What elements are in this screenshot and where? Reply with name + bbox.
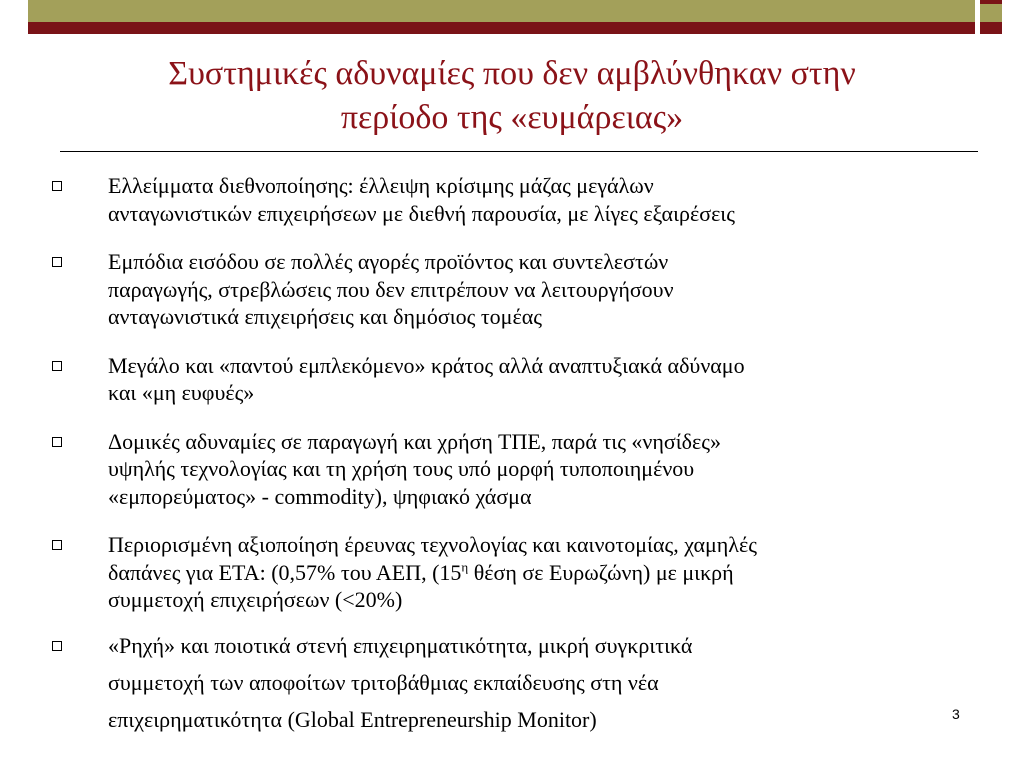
bullet-list bbox=[52, 172, 962, 759]
header-red-bar bbox=[28, 22, 975, 34]
bullet-text-line: υψηλής τεχνολογίας και τη χρήση τους υπό μορφή τυποποιημένου bbox=[108, 456, 695, 481]
bullet-text-line: Μεγάλο και «παντού εμπλεκόμενο» κράτος αλλά αναπτυξιακά αδύναμο bbox=[108, 352, 745, 378]
bullet-text-line: παραγωγής, στρεβλώσεις που δεν επιτρέπουν να λειτουργήσουν bbox=[108, 276, 674, 302]
slide-title bbox=[60, 52, 964, 140]
hollow-square-bullet-icon bbox=[52, 437, 62, 447]
bullet-text-segment: δαπάνες για ΕΤΑ: (0,57% του ΑΕΠ, (15 bbox=[108, 559, 462, 585]
bullet-item-4 bbox=[52, 428, 962, 511]
bullet-text-line: συμμετοχή επιχειρήσεων (<20%) bbox=[108, 587, 403, 612]
hollow-square-bullet-icon bbox=[52, 181, 62, 191]
bullet-item-5 bbox=[52, 531, 962, 614]
hollow-square-bullet-icon bbox=[52, 641, 62, 651]
corner-red-strip bbox=[980, 0, 1002, 4]
bullet-text-line: Ελλείμματα διεθνοποίησης: έλλειψη κρίσιμης μάζας μεγάλων bbox=[108, 173, 654, 198]
hollow-square-bullet-icon bbox=[52, 540, 62, 550]
bullet-text-line: Περιορισμένη αξιοποίηση έρευνας τεχνολογίας και καινοτομίας, χαμηλές bbox=[108, 532, 757, 557]
hollow-square-bullet-icon bbox=[52, 361, 62, 371]
bullet-item-1 bbox=[52, 172, 962, 227]
bullet-text-line: «Ρηχή» και ποιοτικά στενή επιχειρηματικότητα, μικρή συγκριτικά bbox=[108, 632, 693, 658]
bullet-text-line: «εμπορεύματος» - commodity), ψηφιακό χάσμα bbox=[108, 483, 532, 509]
bullet-text-line: Εμπόδια εισόδου σε πολλές αγορές προϊόντος και συντελεστών bbox=[108, 249, 669, 274]
title-divider bbox=[60, 151, 978, 152]
bullet-text-line: ανταγωνιστικά επιχειρήσεις και δημόσιος τομέας bbox=[108, 304, 542, 329]
bullet-text-line: επιχειρηματικότητα (Global Entrepreneurship Monitor) bbox=[108, 706, 597, 732]
slide-title-line-2: περίοδο της «ευμάρειας» bbox=[340, 99, 684, 136]
hollow-square-bullet-icon bbox=[52, 257, 62, 267]
bullet-text-segment: θέση σε Ευρωζώνη) με μικρή bbox=[468, 559, 734, 585]
bullet-item-6 bbox=[52, 627, 962, 738]
bullet-item-3 bbox=[52, 352, 962, 407]
ordinal-superscript: η bbox=[461, 559, 469, 575]
bullet-text-line: συμμετοχή των αποφοίτων τριτοβάθμιας εκπαίδευσης στη νέα bbox=[108, 669, 659, 695]
bullet-text-line: και «μη ευφυές» bbox=[108, 380, 255, 405]
bullet-text-line bbox=[108, 559, 962, 587]
header-olive-bar bbox=[28, 0, 975, 22]
bullet-text-line: ανταγωνιστικών επιχειρήσεων με διεθνή παρουσία, με λίγες εξαιρέσεις bbox=[108, 200, 735, 226]
slide-title-line-1: Συστημικές αδυναμίες που δεν αμβλύνθηκαν στην bbox=[168, 55, 856, 92]
bullet-item-2 bbox=[52, 248, 962, 331]
page-number: 3 bbox=[952, 706, 960, 722]
bullet-text-line: Δομικές αδυναμίες σε παραγωγή και χρήση ΤΠΕ, παρά τις «νησίδες» bbox=[108, 428, 721, 454]
corner-red-square bbox=[980, 22, 1002, 34]
